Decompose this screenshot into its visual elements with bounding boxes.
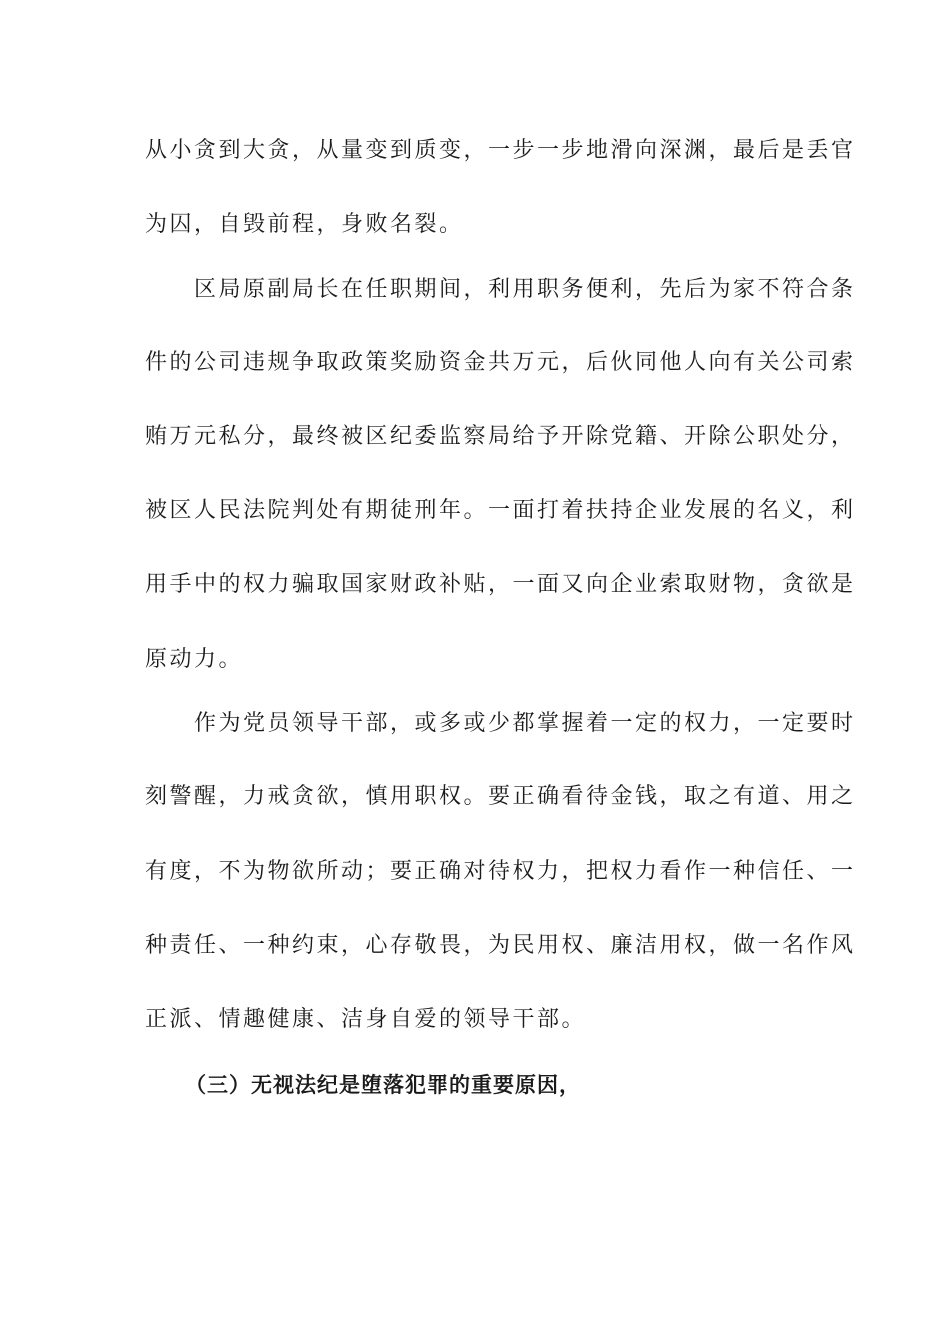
paragraph-line: 被区人民法院判处有期徒刑年。一面打着扶持企业发展的名义，利 — [145, 498, 856, 523]
paragraph-line: 贿万元私分，最终被区纪委监察局给予开除党籍、开除公职处分， — [145, 424, 856, 449]
paragraph-line: 刻警醒，力戒贪欲，慎用职权。要正确看待金钱，取之有道、用之 — [145, 784, 856, 809]
paragraph-line: 件的公司违规争取政策奖励资金共万元，后伙同他人向有关公司索 — [145, 350, 856, 375]
paragraph-line: 为囚，自毁前程，身败名裂。 — [145, 212, 464, 237]
paragraph-line: 区局原副局长在任职期间，利用职务便利，先后为家不符合条 — [145, 277, 856, 302]
paragraph-line: 用手中的权力骗取国家财政补贴，一面又向企业索取财物，贪欲是 — [145, 572, 856, 597]
paragraph-line: 从小贪到大贪，从量变到质变，一步一步地滑向深渊，最后是丢官 — [145, 138, 856, 163]
paragraph-line: 原动力。 — [145, 647, 244, 672]
paragraph-line: 有度，不为物欲所动；要正确对待权力，把权力看作一种信任、一 — [145, 859, 856, 884]
section-heading: （三）无视法纪是堕落犯罪的重要原因， — [185, 1073, 581, 1097]
paragraph-line: 正派、情趣健康、洁身自爱的领导干部。 — [145, 1007, 587, 1032]
paragraph-line: 作为党员领导干部，或多或少都掌握着一定的权力，一定要时 — [145, 711, 856, 736]
paragraph-line: 种责任、一种约束，心存敬畏，为民用权、廉洁用权，做一名作风 — [145, 933, 856, 958]
